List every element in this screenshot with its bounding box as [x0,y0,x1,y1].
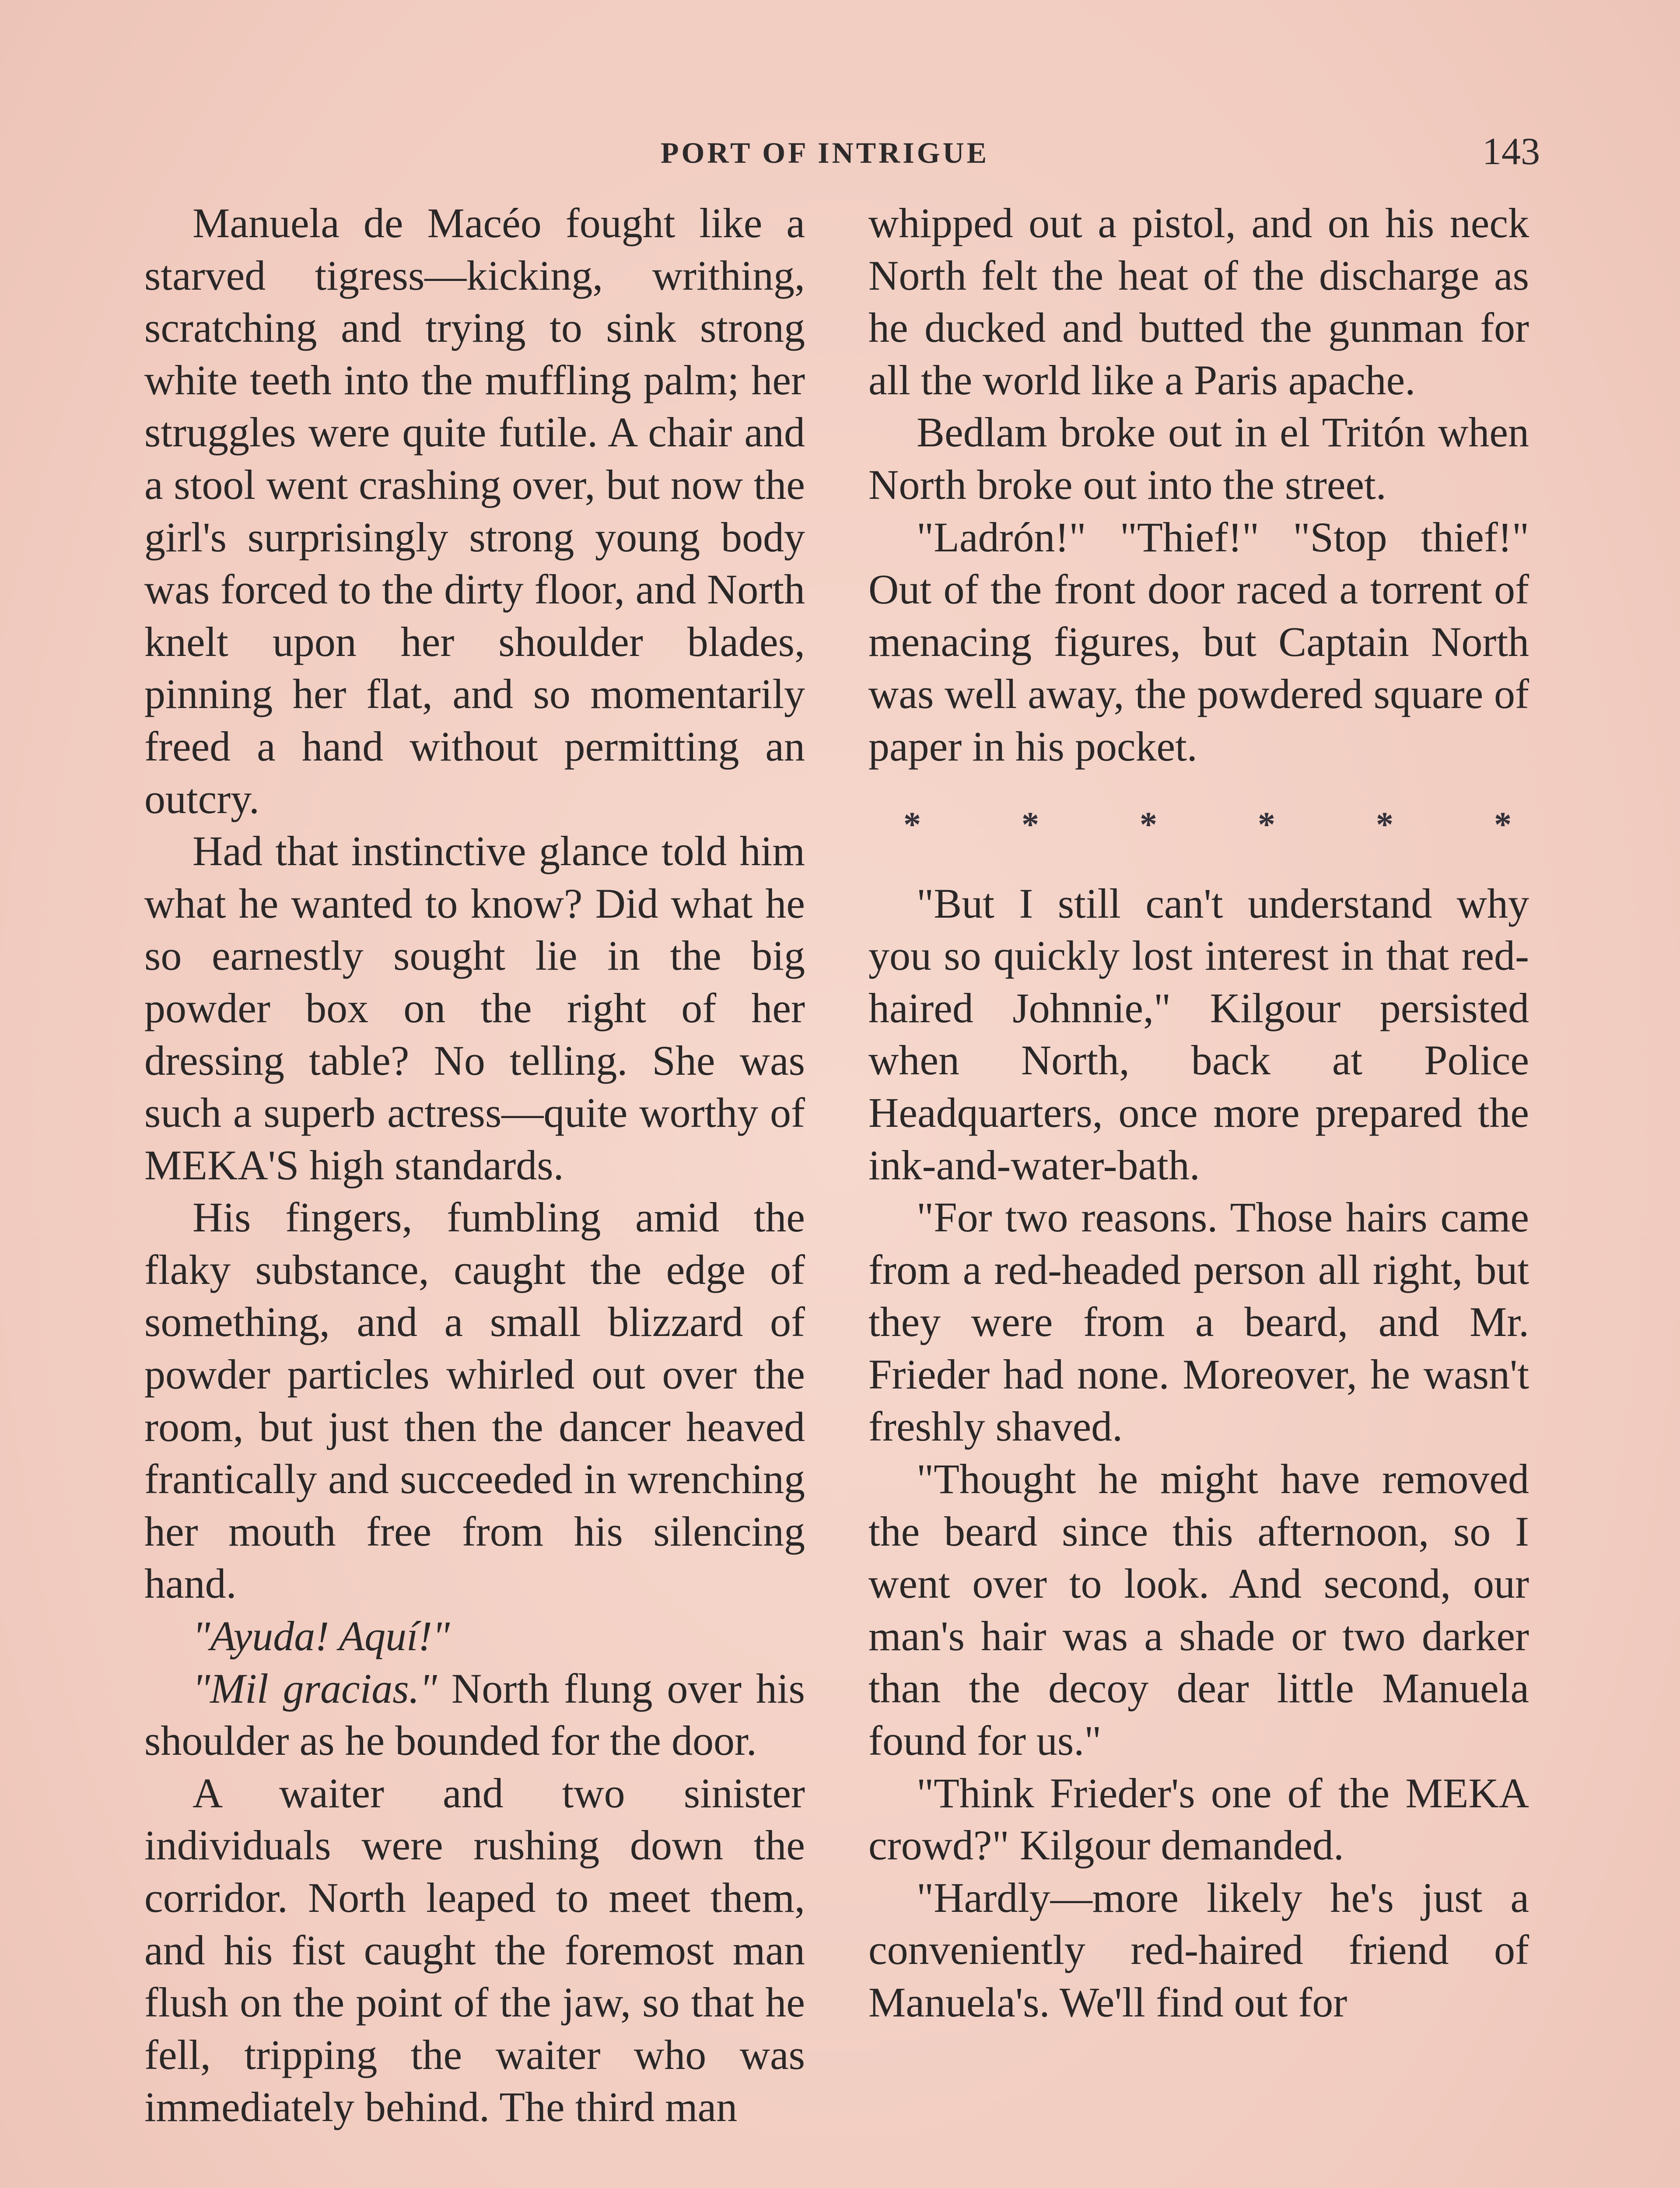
paragraph: "For two reasons. Those hairs came from a red-headed person all right, but they were from a beard, and Mr. Frieder had none. Moreover, he wasn't freshly shaved. [868,1194,1529,1450]
page-header [144,131,1540,179]
paragraph: A waiter and two sinister individuals were rushing down the corridor. North leaped to meet them, and his fist caught the foremost man flush on the point of the jaw, so that he fell, tripping the waiter who was immediately behind. The third man [144,1769,805,2131]
asterisk: * [1022,805,1039,844]
italic-phrase: "Mil gracias." [192,1665,437,1712]
paragraph: His fingers, fumbling amid the flaky substance, caught the edge of something, and a small blizzard of powder particles whirled out over the room, but just then the dancer heaved frantically and succeeded in wrenching her mouth free from his silencing hand. [144,1194,805,1607]
left-column [144,197,805,2133]
paragraph [144,1662,805,1767]
paragraph-dialogue: "Ayuda! Aquí!" [192,1613,450,1660]
paragraph: "Ladrón!" "Thief!" "Stop thief!" Out of the front door raced a torrent of menacing figures, but Captain North was well away, the powdered square of paper in his pocket. [868,513,1529,770]
paragraph: Bedlam broke out in el Tritón when North broke out into the street. [868,409,1529,508]
paragraph: "But I still can't understand why you so quickly lost interest in that red-haired Johnnie," Kilgour persisted when North, back at Police Headquarters, once more prepared the ink-and-water-bath. [868,880,1529,1189]
asterisk: * [1494,805,1512,844]
running-title: PORT OF INTRIGUE [661,136,990,169]
paragraph: "Thought he might have removed the beard since this afternoon, so I went over to look. And second, our man's hair was a shade or two darker than the decoy dear little Manuela found for us." [868,1455,1529,1764]
paragraph: Manuela de Macéo fought like a starved tigress—kicking, writhing, scratching and trying to sink strong white teeth into the muffling palm; her struggles were quite futile. A chair and a stool went crashing over, but now the girl's surprisingly strong young body was forced to the dirty floor, and North knelt upon her shoulder blades, pinning her flat, and so momentarily freed a hand without permitting an outcry. [144,200,805,822]
asterisk: * [1258,805,1275,844]
paragraph: whipped out a pistol, and on his neck North felt the heat of the discharge as he ducked and butted the gunman for all the world like a Paris apache. [868,200,1529,403]
right-column [868,197,1529,2029]
paragraph: "Hardly—more likely he's just a conveniently red-haired friend of Manuela's. We'll find out for [868,1874,1529,2026]
asterisk: * [1376,805,1393,844]
paragraph: "Think Frieder's one of the MEKA crowd?" Kilgour demanded. [868,1769,1529,1869]
page-number: 143 [1482,130,1540,173]
asterisk: * [903,805,921,844]
paragraph-text: North flung over his shoulder as he bounded for the door. [144,1665,805,1764]
asterisk: * [1140,805,1157,844]
paragraph: Had that instinctive glance told him what he wanted to know? Did what he so earnestly sought lie in the big powder box on the right of her dressing table? No telling. She was such a superb actress—quite worthy of MEKA'S high standards. [144,828,805,1189]
section-break [868,773,1529,877]
